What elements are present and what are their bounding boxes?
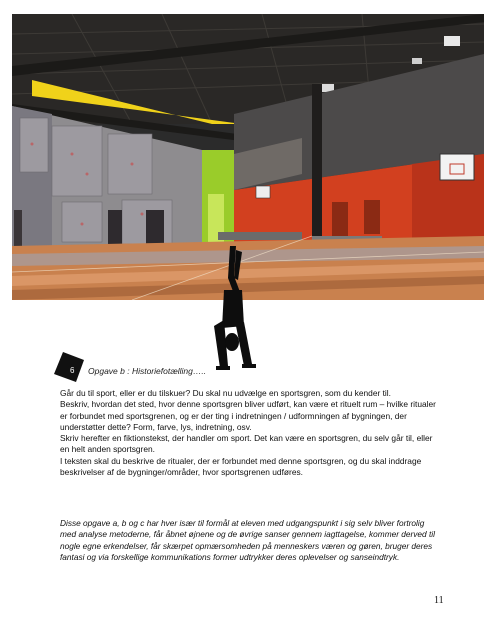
body-paragraph: Går du til sport, eller er du tilskuer? Du skal nu udvælge en sportsgren, som du kender til. [60,388,391,398]
exercise-title: Opgave b : Historiefotælling….. [88,366,207,376]
exercise-body [60,388,438,478]
exercise-number: 6 [70,366,75,375]
handstand-silhouette-icon [200,246,260,374]
black-diamond-badge [54,352,84,382]
teacher-note: Disse opgave a, b og c har hver især til formål at eleven med udgangspunkt i sig selv bliver fortrolig med analyse metoderne, får åbnet øjnene og de øvrige sanser gennem iagttagelse, kommer derved til nogle egne erkendelser, får skærpet opmærsomheden på menneskers væren og gøren, bruger deres fantasi og via forskellige kommunikations former udtrykker deres oplevelser og sanseindtryk. [60,518,435,563]
body-paragraph: Skriv herefter en fiktionstekst, der handler om sport. Det kan være en sportsgren, du selv går til, eller en helt anden sportsgren. [60,433,433,455]
body-paragraph: Beskriv, hvordan det sted, hvor denne sportsgren bliver udført, kan være et rituelt rum – hvilke ritualer er forbundet med sportsgrenen, og er der ting i indretningen / udformningen af bygningen, der understøtter dette? Form, farve, lys, indretning, osv. [60,399,436,432]
body-paragraph: I teksten skal du beskrive de ritualer, der er forbundet med denne sportsgren, og du skal inddrage beskrivelser af de bygninger/områder, hvor sportsgrenen udføres. [60,455,422,478]
page-number: 11 [434,595,444,606]
